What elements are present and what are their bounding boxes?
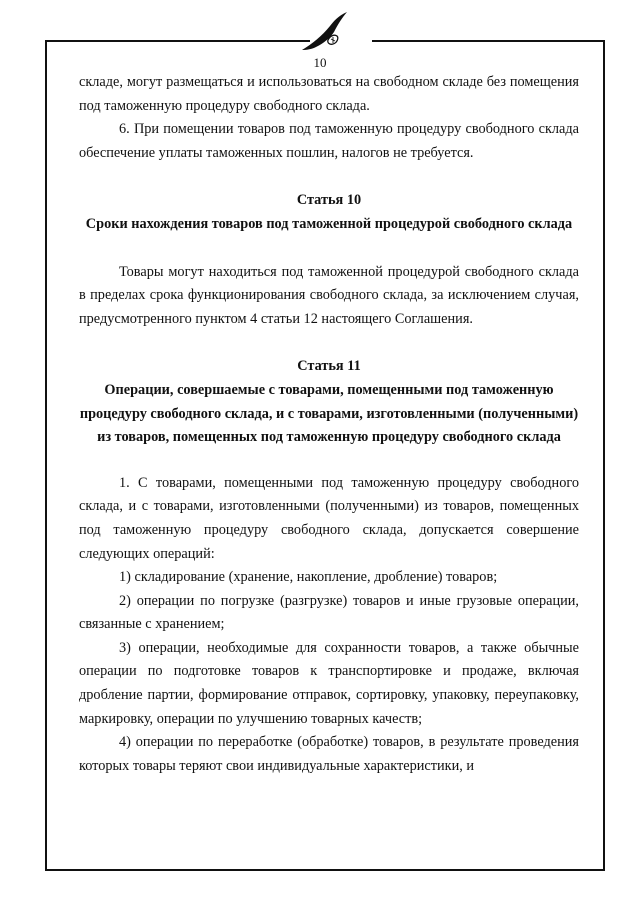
frame-line-top-left [45, 40, 310, 42]
paragraph-continuation: складе, могут размещаться и использоваться на свободном складе без помещения под таможенную процедуру свободного склада. [79, 74, 579, 114]
frame-line-bottom [45, 869, 605, 871]
article-10-number: Статья 10 [296, 192, 362, 209]
article-10-title: Сроки нахождения товаров под таможенной процедурой свободного склада [85, 215, 573, 232]
article-11-item-3: 3) операции, необходимые для сохранности товаров, а также обычные операции по подготовке товаров к транспортировке и продаже, включая дробление партии, формирование отправок, сортировку, упаковку, переупаковку, маркировку, операции по улучшению товарных качеств; [79, 639, 579, 727]
article-11-title: Операции, совершаемые с товарами, помещенными под таможенную процедуру свободного склада, и с товарами, изготовленными (полученными) из товаров, помещенных под таможенную процедуру свободного склада [79, 381, 579, 446]
page-number: 10 [313, 55, 327, 70]
document-body [79, 71, 579, 778]
bird-emblem-icon [300, 10, 350, 60]
paragraph-item-6: 6. При помещении товаров под таможенную процедуру свободного склада обеспечение уплаты таможенных пошлин, налогов не требуется. [79, 121, 579, 161]
article-11-number: Статья 11 [297, 358, 361, 375]
frame-line-right [603, 40, 605, 870]
article-11-paragraph-1: 1. С товарами, помещенными под таможенную процедуру свободного склада, и с товарами, изготовленными (полученными) из товаров, помещенных под таможенную процедуру свободного склада, допускается совершение следующих операций: [79, 474, 579, 562]
article-11-item-2: 2) операции по погрузке (разгрузке) товаров и иные грузовые операции, связанные с хранением; [79, 592, 579, 633]
frame-line-top-right [372, 40, 604, 42]
article-11-item-1: 1) складирование (хранение, накопление, дробление) товаров; [119, 569, 498, 586]
frame-line-left [45, 40, 47, 870]
article-11-item-4: 4) операции по переработке (обработке) товаров, в результате проведения которых товары теряют свои индивидуальные характеристики, и [79, 734, 579, 774]
article-10-body: Товары могут находиться под таможенной процедурой свободного склада в пределах срока функционирования свободного склада, за исключением случая, предусмотренного пунктом 4 статьи 12 настоящего Соглашения. [79, 263, 579, 327]
